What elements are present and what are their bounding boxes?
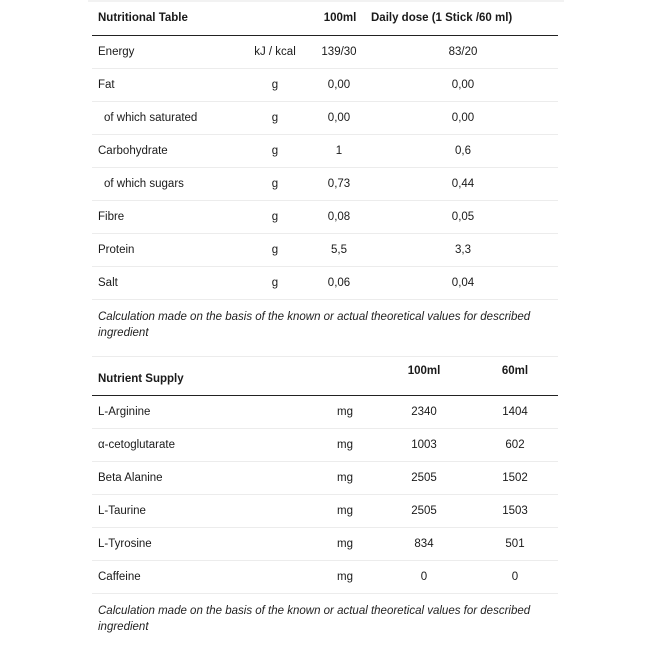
nutrient-supply-header	[92, 365, 558, 396]
value-100ml: 2505	[411, 505, 437, 517]
nutrient-name: of which saturated	[104, 112, 198, 124]
table-row	[92, 69, 558, 102]
unit-cell: g	[271, 178, 279, 190]
ingredient-name: L-Taurine	[98, 505, 146, 517]
table-row	[92, 135, 558, 168]
table-row	[92, 168, 558, 201]
table-row	[92, 36, 558, 69]
value-daily-dose: 3,3	[455, 244, 471, 256]
column-header-100ml: 100ml	[407, 365, 441, 377]
ingredient-name: α-cetoglutarate	[98, 439, 175, 451]
value-60ml: 501	[505, 538, 525, 550]
table-row	[92, 495, 558, 528]
table-row	[92, 396, 558, 429]
nutrient-name: Fibre	[98, 211, 125, 223]
unit-cell: mg	[337, 571, 353, 583]
top-divider	[88, 0, 564, 2]
ingredient-name: L-Tyrosine	[98, 538, 152, 550]
nutrient-name: Energy	[98, 46, 135, 58]
ingredient-name: Caffeine	[98, 571, 141, 583]
ingredient-name: Beta Alanine	[98, 472, 163, 484]
value-daily-dose: 0,6	[455, 145, 471, 157]
value-60ml: 1502	[502, 472, 528, 484]
unit-cell: mg	[337, 472, 353, 484]
value-60ml: 602	[505, 439, 525, 451]
unit-cell: g	[271, 244, 279, 256]
nutrient-supply-body	[92, 396, 558, 594]
value-100ml: 2340	[411, 406, 437, 418]
value-60ml: 0	[511, 571, 519, 583]
value-60ml: 1404	[502, 406, 528, 418]
value-100ml: 2505	[411, 472, 437, 484]
nutrient-name: Protein	[98, 244, 135, 256]
value-daily-dose: 83/20	[448, 46, 478, 58]
value-100ml: 0,08	[327, 211, 351, 223]
unit-cell: mg	[337, 406, 353, 418]
value-60ml: 1503	[502, 505, 528, 517]
unit-cell: kJ / kcal	[254, 46, 296, 58]
table-row	[92, 462, 558, 495]
table-row	[92, 528, 558, 561]
nutrient-supply-title: Nutrient Supply	[98, 373, 184, 385]
nutrient-supply-table	[92, 365, 558, 594]
value-daily-dose: 0,44	[451, 178, 475, 190]
nutrient-name: Carbohydrate	[98, 145, 168, 157]
value-100ml: 0,73	[327, 178, 351, 190]
section-divider	[92, 356, 558, 357]
value-100ml: 1003	[411, 439, 437, 451]
column-header-100ml: 100ml	[323, 12, 357, 24]
unit-cell: g	[271, 79, 279, 91]
nutrient-name: Fat	[98, 79, 115, 91]
value-daily-dose: 0,00	[451, 79, 475, 91]
value-100ml: 139/30	[321, 46, 357, 58]
table-row	[92, 201, 558, 234]
table-row	[92, 234, 558, 267]
nutrient-name: Salt	[98, 277, 118, 289]
value-100ml: 0	[420, 571, 428, 583]
column-header-60ml: 60ml	[501, 365, 529, 377]
table-row	[92, 267, 558, 300]
table-row	[92, 429, 558, 462]
value-daily-dose: 0,04	[451, 277, 475, 289]
value-daily-dose: 0,05	[451, 211, 475, 223]
nutritional-table-header	[92, 4, 558, 36]
nutrient-name: of which sugars	[104, 178, 184, 190]
table-row	[92, 561, 558, 594]
unit-cell: g	[271, 277, 279, 289]
column-header-daily-dose: Daily dose (1 Stick /60 ml)	[371, 12, 513, 24]
nutritional-table	[92, 4, 558, 300]
nutritional-table-title: Nutritional Table	[98, 12, 188, 24]
supply-calculation-note: Calculation made on the basis of the known or actual theoretical values for described ingredient	[98, 605, 531, 633]
unit-cell: g	[271, 211, 279, 223]
table-row	[92, 102, 558, 135]
nutrition-calculation-note: Calculation made on the basis of the known or actual theoretical values for described ingredient	[98, 311, 531, 339]
unit-cell: mg	[337, 505, 353, 517]
value-100ml: 1	[335, 145, 343, 157]
value-daily-dose: 0,00	[451, 112, 475, 124]
unit-cell: g	[271, 112, 279, 124]
nutritional-table-body	[92, 36, 558, 300]
unit-cell: mg	[337, 538, 353, 550]
value-100ml: 5,5	[331, 244, 347, 256]
unit-cell: mg	[337, 439, 353, 451]
value-100ml: 834	[414, 538, 434, 550]
value-100ml: 0,00	[327, 112, 351, 124]
ingredient-name: L-Arginine	[98, 406, 151, 418]
value-100ml: 0,06	[327, 277, 351, 289]
value-100ml: 0,00	[327, 79, 351, 91]
unit-cell: g	[271, 145, 279, 157]
